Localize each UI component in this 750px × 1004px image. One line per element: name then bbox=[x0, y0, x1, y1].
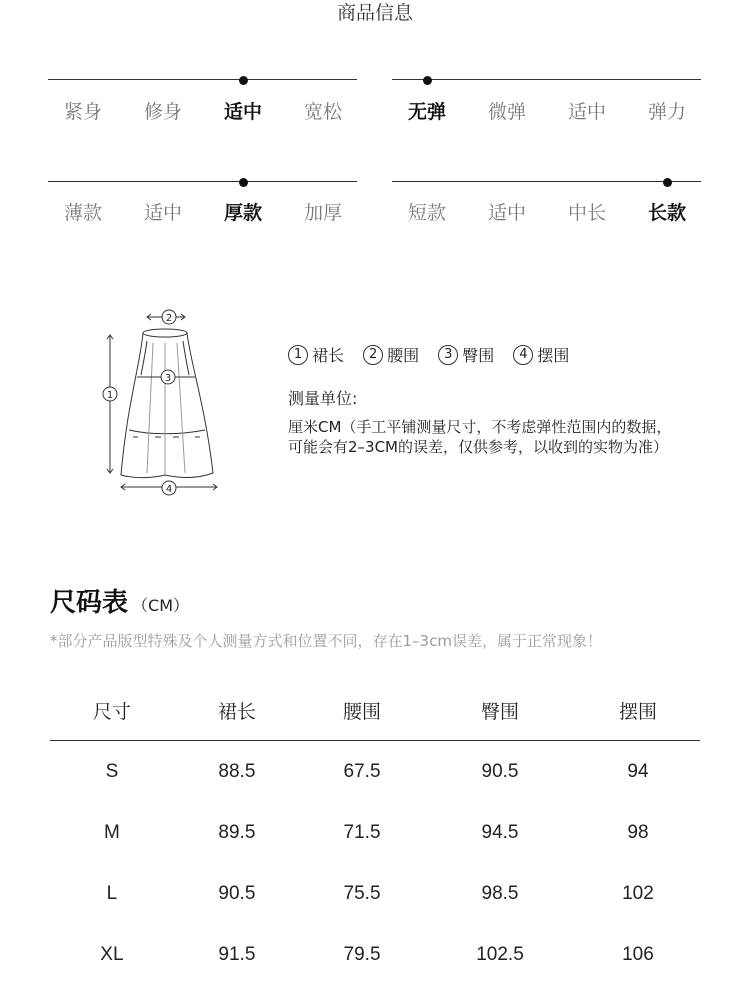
table-cell: 106 bbox=[622, 943, 654, 965]
diagram-marker: 2 bbox=[165, 313, 173, 324]
size-chart-heading bbox=[50, 582, 189, 619]
table-row bbox=[50, 741, 700, 803]
attribute-track bbox=[48, 79, 357, 80]
column-header: 腰围 bbox=[300, 680, 424, 741]
attribute-option-selected: 适中 bbox=[223, 101, 262, 123]
attribute-marker bbox=[239, 178, 248, 187]
attribute-track bbox=[48, 181, 357, 182]
legend-item bbox=[288, 343, 344, 366]
unit-description-line: 厘米CM（手工平铺测量尺寸，不考虑弹性范围内的数据， bbox=[288, 418, 672, 436]
unit-title: 测量单位: bbox=[288, 389, 358, 408]
table-cell: 98.5 bbox=[481, 882, 519, 904]
legend-label: 裙长 bbox=[312, 346, 345, 365]
attribute-option: 短款 bbox=[407, 202, 446, 224]
size-table bbox=[50, 680, 700, 985]
table-row bbox=[50, 924, 700, 985]
column-header: 尺寸 bbox=[50, 680, 174, 741]
size-table-header bbox=[50, 680, 700, 741]
table-cell: 67.5 bbox=[343, 760, 381, 782]
table-cell: 98 bbox=[627, 821, 649, 843]
table-cell: 79.5 bbox=[343, 943, 381, 965]
attribute-option: 修身 bbox=[143, 101, 182, 123]
table-cell: 94.5 bbox=[481, 821, 519, 843]
legend-item bbox=[513, 343, 569, 366]
attribute-option: 微弹 bbox=[487, 101, 526, 123]
table-cell: 94 bbox=[627, 760, 649, 782]
attribute-option: 紧身 bbox=[63, 101, 102, 123]
page-title: 商品信息 bbox=[336, 2, 413, 24]
attribute-option: 中长 bbox=[567, 202, 606, 224]
diagram-marker: 3 bbox=[164, 373, 172, 384]
attribute-option: 适中 bbox=[143, 202, 182, 224]
legend-label: 臀围 bbox=[462, 346, 495, 365]
legend-label: 腰围 bbox=[387, 346, 420, 365]
table-cell: 90.5 bbox=[218, 882, 256, 904]
table-cell: 91.5 bbox=[218, 943, 256, 965]
table-cell: 102 bbox=[622, 882, 654, 904]
table-cell: 90.5 bbox=[481, 760, 519, 782]
column-header: 摆围 bbox=[576, 680, 700, 741]
attribute-option-selected: 无弹 bbox=[407, 101, 446, 123]
attribute-option: 弹力 bbox=[647, 101, 686, 123]
size-chart-note: *部分产品版型特殊及个人测量方式和位置不同，存在1–3cm误差，属于正常现象！ bbox=[50, 632, 602, 650]
skirt-diagram bbox=[95, 305, 225, 500]
attribute-marker bbox=[663, 178, 672, 187]
diagram-marker: 4 bbox=[165, 484, 173, 495]
table-row bbox=[50, 802, 700, 863]
legend-number: 3 bbox=[438, 345, 458, 365]
table-cell: 71.5 bbox=[343, 821, 381, 843]
column-header: 裙长 bbox=[174, 680, 300, 741]
legend-number: 2 bbox=[363, 345, 383, 365]
attribute-option-selected: 长款 bbox=[647, 202, 686, 224]
attribute-option: 薄款 bbox=[63, 202, 102, 224]
attribute-option: 加厚 bbox=[303, 202, 342, 224]
size-chart-unit: （CM） bbox=[132, 596, 189, 615]
attribute-track bbox=[392, 79, 701, 80]
size-chart-title: 尺码表 bbox=[50, 588, 129, 618]
measurement-legend bbox=[288, 343, 583, 366]
column-header: 臀围 bbox=[424, 680, 576, 741]
diagram-marker: 1 bbox=[106, 390, 114, 401]
table-cell: 88.5 bbox=[218, 760, 256, 782]
table-cell: 89.5 bbox=[218, 821, 256, 843]
attribute-option-selected: 厚款 bbox=[223, 202, 262, 224]
unit-description-line: 可能会有2–3CM的误差，仅供参考，以收到的实物为准） bbox=[288, 438, 669, 456]
legend-item bbox=[438, 343, 494, 366]
skirt-outline bbox=[121, 333, 213, 478]
legend-label: 摆围 bbox=[537, 346, 570, 365]
legend-number: 1 bbox=[288, 345, 308, 365]
table-cell: XL bbox=[100, 943, 124, 965]
attribute-marker bbox=[423, 76, 432, 85]
attribute-option: 宽松 bbox=[303, 101, 342, 123]
attribute-marker bbox=[239, 76, 248, 85]
legend-item bbox=[363, 343, 419, 366]
attribute-option: 适中 bbox=[567, 101, 606, 123]
attribute-track bbox=[392, 181, 701, 182]
table-cell: S bbox=[105, 760, 119, 782]
table-cell: L bbox=[106, 882, 118, 904]
skirt-waistband bbox=[143, 329, 187, 337]
legend-number: 4 bbox=[513, 345, 533, 365]
table-cell: 75.5 bbox=[343, 882, 381, 904]
unit-description bbox=[288, 417, 708, 457]
table-cell: 102.5 bbox=[476, 943, 524, 965]
attribute-option: 适中 bbox=[487, 202, 526, 224]
table-cell: M bbox=[104, 821, 120, 843]
table-row bbox=[50, 863, 700, 924]
